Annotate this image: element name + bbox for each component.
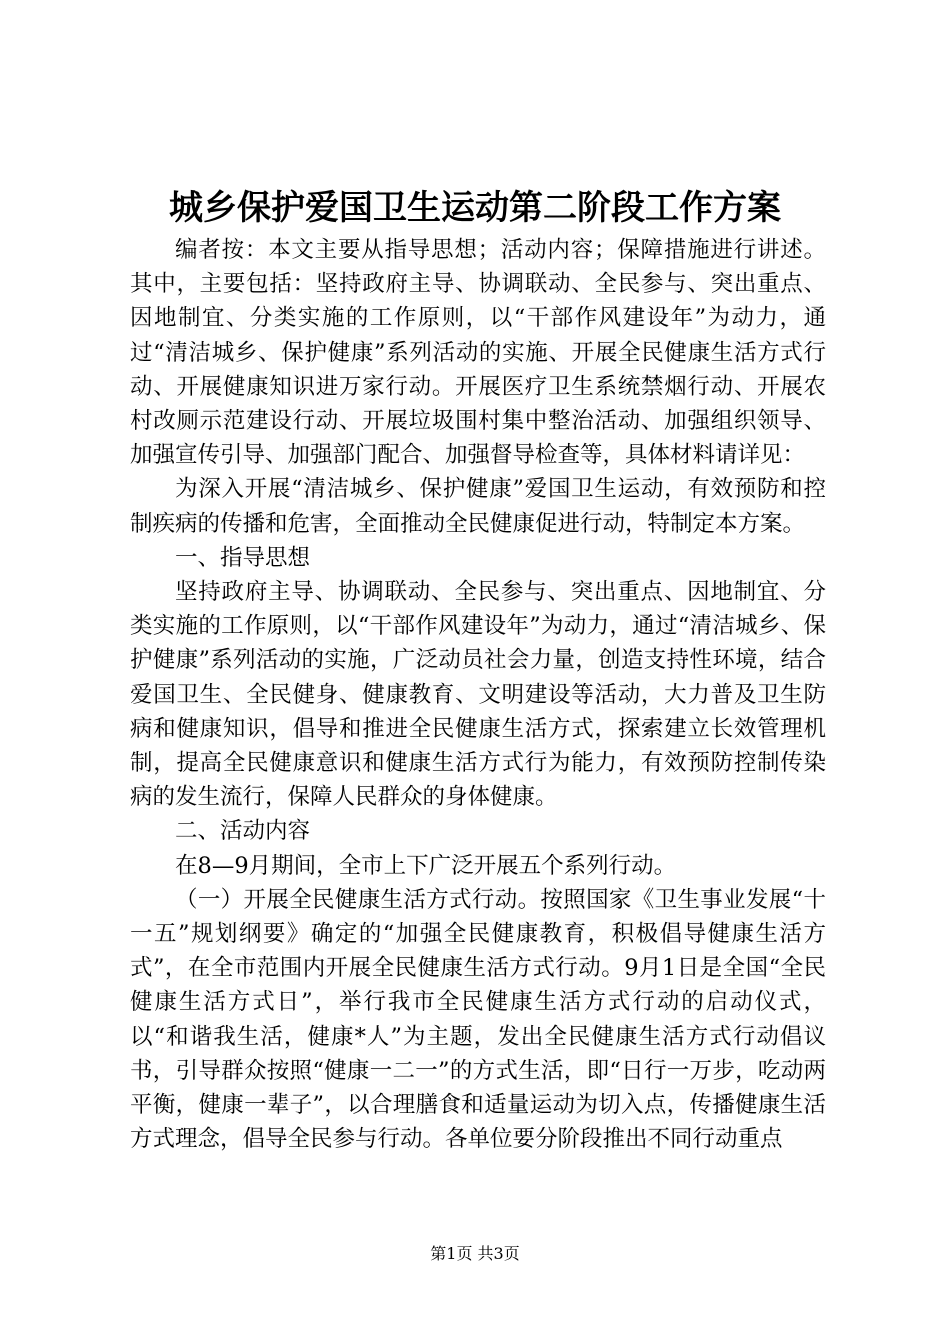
section-heading-guiding-ideology: 一、指导思想	[175, 544, 311, 571]
document-body	[130, 233, 826, 1156]
healthy-lifestyle-paragraph: （一）开展全民健康生活方式行动。按照国家《卫生事业发展“十一五”规划纲要》确定的“加强全民健康教育，积极倡导健康生活方式”，在全市范围内开展全民健康生活方式行动。9月1日是全国“全民健康生活方式日”，举行我市全民健康生活方式行动的启动仪式，以“和谐我生活，健康*人”为主题，发出全民健康生活方式行动倡议书，引导群众按照“健康一二一”的方式生活，即“日行一万步，吃动两平衡，健康一辈子”，以合理膳食和适量运动为切入点，传播健康生活方式理念，倡导全民参与行动。各单位要分阶段推出不同行动重点	[130, 886, 826, 1153]
activity-period-paragraph: 在8—9月期间，全市上下广泛开展五个系列行动。	[175, 852, 677, 879]
editor-note-paragraph: 编者按：本文主要从指导思想；活动内容；保障措施进行讲述。其中，主要包括：坚持政府主导、协调联动、全民参与、突出重点、因地制宜、分类实施的工作原则，以“干部作风建设年”为动力，通过“清洁城乡、保护健康”系列活动的实施、开展全民健康生活方式行动、开展健康知识进万家行动。开展医疗卫生系统禁烟行动、开展农村改厕示范建设行动、开展垃圾围村集中整治活动、加强组织领导、加强宣传引导、加强部门配合、加强督导检查等，具体材料请详见：	[130, 237, 826, 469]
document-title: 城乡保护爱国卫生运动第二阶段工作方案	[169, 188, 781, 228]
guiding-ideology-paragraph: 坚持政府主导、协调联动、全民参与、突出重点、因地制宜、分类实施的工作原则，以“干部作风建设年”为动力，通过“清洁城乡、保护健康”系列活动的实施，广泛动员社会力量，创造支持性环境，结合爱国卫生、全民健身、健康教育、文明建设等活动，大力普及卫生防病和健康知识，倡导和推进全民健康生活方式，探索建立长效管理机制，提高全民健康意识和健康生活方式行为能力，有效预防控制传染病的发生流行，保障人民群众的身体健康。	[130, 579, 826, 811]
page-footer: 第1页 共3页	[430, 1244, 520, 1263]
section-heading-activity-content: 二、活动内容	[175, 818, 311, 845]
intro-paragraph: 为深入开展“清洁城乡、保护健康”爱国卫生运动，有效预防和控制疾病的传播和危害，全面推动全民健康促进行动，特制定本方案。	[130, 476, 826, 537]
